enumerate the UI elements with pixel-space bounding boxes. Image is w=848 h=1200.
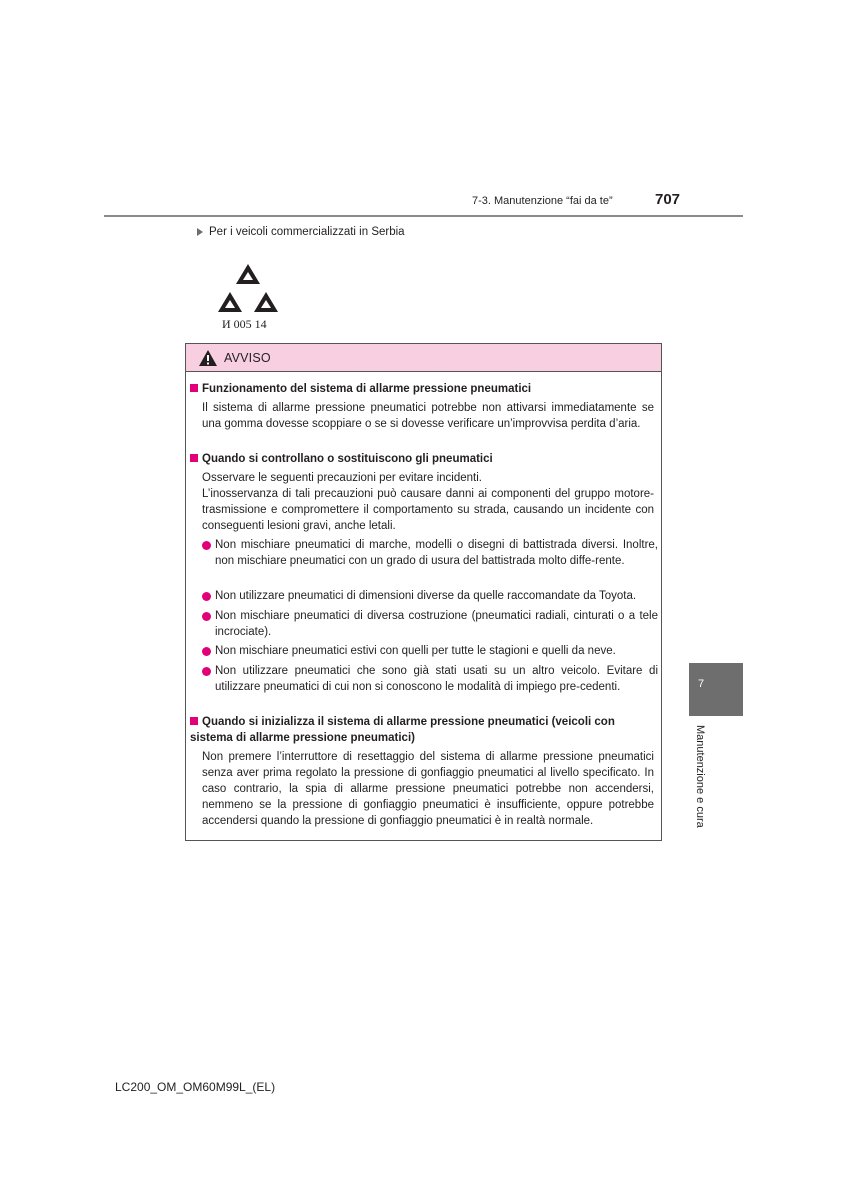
triangle-arrow-icon [197,228,203,236]
round-bullet-icon [202,592,211,601]
header-divider [104,215,743,217]
round-bullet-icon [202,541,211,550]
warning-title: AVVISO [224,350,271,365]
section-paragraph: Osservare le seguenti precauzioni per evitare incidenti. [202,472,482,484]
header-section-title: 7-3. Manutenzione “fai da te” [472,195,613,207]
intro-text: Per i veicoli commercializzati in Serbia [209,226,405,238]
certification-mark-label: И 005 14 [222,317,267,331]
section-heading: Quando si controllano o sostituiscono gli pneumatici [190,451,658,467]
round-bullet-icon [202,612,211,621]
list-item: Non utilizzare pneumatici di dimensioni diverse da quelle raccomandate da Toyota. [202,588,658,604]
section-heading: Funzionamento del sistema di allarme pressione pneumatici [190,381,658,397]
section-paragraph: Non premere l’interruttore di resettaggio del sistema di allarme pressione pneumatici senza aver prima regolato la pressione di gonfiaggio pneumatici al livello specificato. In caso contrario, la spia di allarme pressione pneumatici potrebbe non accendersi, nemmeno se la pressione di gonfiaggio pneumatici è insufficiente, oppure potrebbe accendersi quando la pressione di gonfiaggio pneumatici è in realtà normale. [202,751,654,827]
list-item: Non mischiare pneumatici di diversa costruzione (pneumatici radiali, cinturati o a tele incrociate). [202,608,658,640]
square-bullet-icon [190,717,198,725]
intro-line [197,226,405,238]
section-paragraph: L’inosservanza di tali precauzioni può causare danni ai componenti del gruppo motore-trasmissione e compromettere il comportamento su strada, causando un incidente con conseguenti lesioni gravi, anche letali. [202,488,654,532]
warning-box [185,343,662,841]
list-item: Non utilizzare pneumatici che sono già stati usati su un altro veicolo. Evitare di utilizzare pneumatici di cui non si conoscono le modalità di impiego pre-cedenti. [202,663,658,695]
square-bullet-icon [190,454,198,462]
warning-triangle-icon [198,349,218,367]
square-bullet-icon [190,384,198,392]
chapter-label: Manutenzione e cura [694,725,706,828]
round-bullet-icon [202,667,211,676]
section-heading: Quando si inizializza il sistema di allarme pressione pneumatici (veicoli con sistema di allarme pressione pneumatici) [190,716,615,744]
chapter-number: 7 [698,678,705,690]
footer-doc-code: LC200_OM_OM60M99L_(EL) [115,1080,276,1094]
serbia-certification-mark [216,262,280,332]
section-paragraph: Il sistema di allarme pressione pneumatici potrebbe non attivarsi immediatamente se una gomma dovesse scoppiare o se si dovesse verificare un’improvvisa perdita d’aria. [202,402,654,430]
page-number: 707 [655,191,681,208]
warning-header [186,344,661,372]
list-item: Non mischiare pneumatici estivi con quelli per tutte le stagioni e quelli da neve. [202,643,658,659]
round-bullet-icon [202,647,211,656]
list-item: Non mischiare pneumatici di marche, modelli o disegni di battistrada diversi. Inoltre, non mischiare pneumatici con un grado di usura del battistrada molto diffe-rente. [202,537,658,569]
